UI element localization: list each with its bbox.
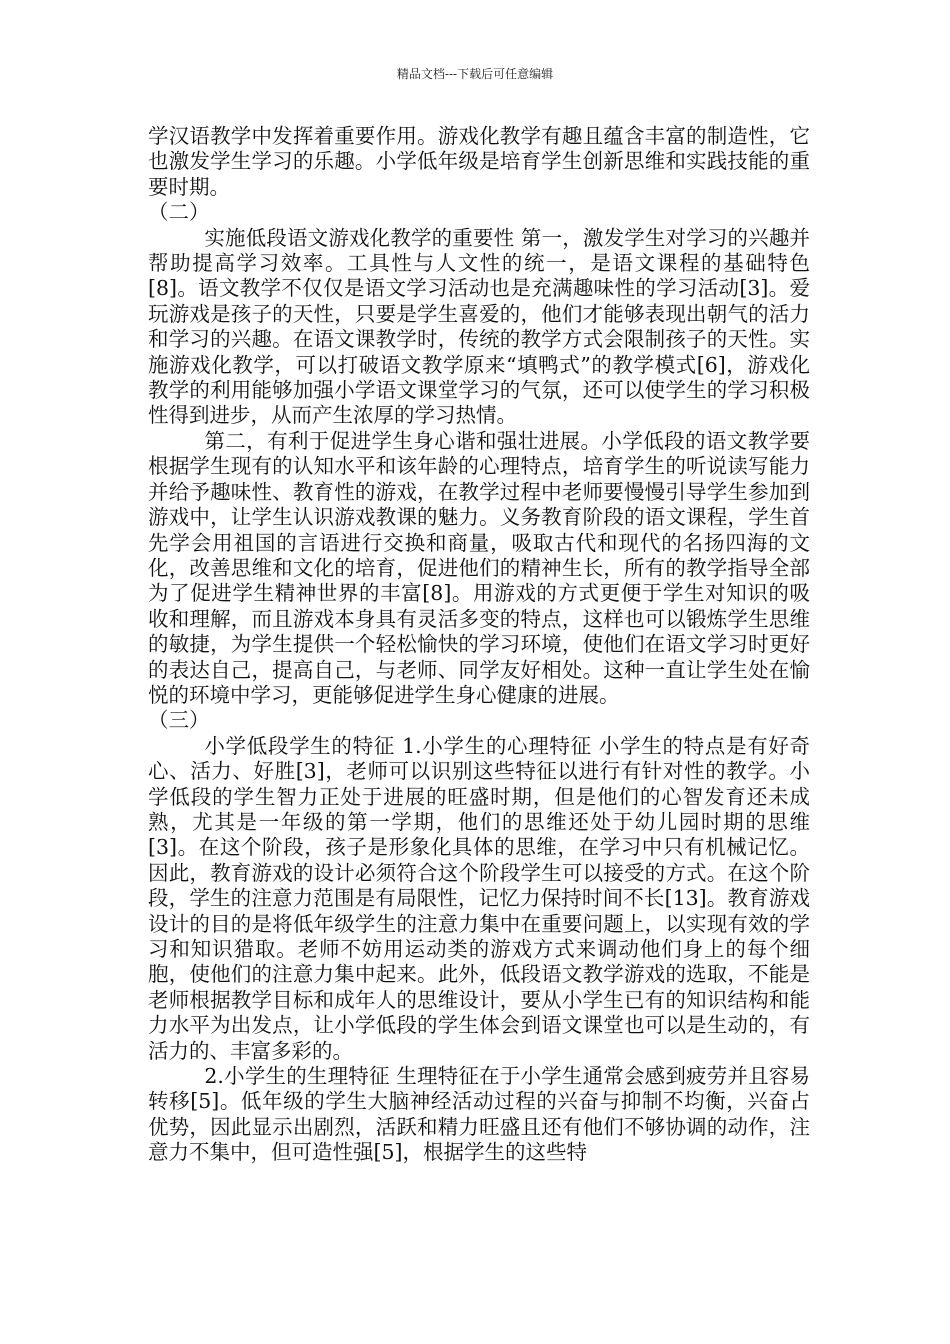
section-heading-2: （二） bbox=[148, 200, 210, 225]
paragraph-psychological-traits: 小学低段学生的特征 1.小学生的心理特征 小学生的特点是有好奇心、活力、好胜[3]，老师可以识别这些特征以进行有针对性的教学。小学低段的学生智力正处于进展的旺盛时期，但是他们的心智发育还未成熟，尤其是一年级的第一学期，他们的思维还处于幼儿园时期的思维[3]。在这个阶段，孩子是形象化具体的思维，在学习中只有机械记忆。因此，教育游戏的设计必须符合这个阶段学生可以接受的方式。在这个阶段，学生的注意力范围是有局限性，记忆力保持时间不长[13]。教育游戏设计的目的是将低年级学生的注意力集中在重要问题上，以实现有效的学习和知识猎取。老师不妨用运动类的游戏方式来调动他们身上的每个细胞，使他们的注意力集中起来。此外，低段语文教学游戏的选取，不能是老师根据教学目标和成年人的思维设计，要从小学生已有的知识结构和能力水平为出发点，让小学低段的学生体会到语文课堂也可以是生动的，有活力的、丰富多彩的。 bbox=[148, 733, 810, 1063]
paragraph-importance-first: 实施低段语文游戏化教学的重要性 第一，激发学生对学习的兴趣并帮助提高学习效率。工具性与人文性的统一，是语文课程的基础特色[8]。语文教学不仅仅是语文学习活动也是充满趣味性的学习活动[3]。爱玩游戏是孩子的天性，只要是学生喜爱的，他们才能够表现出朝气的活力和学习的兴趣。在语文课教学时，传统的教学方式会限制孩子的天性。实施游戏化教学，可以打破语文教学原来“填鸭式”的教学模式[6]，游戏化教学的利用能够加强小学语文课堂学习的气氛，还可以使学生的学习积极性得到进步，从而产生浓厚的学习热情。 bbox=[148, 225, 810, 428]
section-heading-3: （三） bbox=[148, 708, 210, 733]
document-body bbox=[148, 124, 810, 1166]
paragraph-importance-second: 第二，有利于促进学生身心谐和强壮进展。小学低段的语文教学要根据学生现有的认知水平和该年龄的心理特点，培育学生的听说读写能力并给予趣味性、教育性的游戏，在教学过程中老师要慢慢引导学生参加到游戏中，让学生认识游戏教课的魅力。义务教育阶段的语文课程，学生首先学会用祖国的言语进行交换和商量，吸取古代和现代的名扬四海的文化，改善思维和文化的培育，促进他们的精神生长，所有的教学指导全部为了促进学生精神世界的丰富[8]。用游戏的方式更便于学生对知识的吸收和理解，而且游戏本身具有灵活多变的特点，这样也可以锻炼学生思维的敏捷，为学生提供一个轻松愉快的学习环境，使他们在语文学习时更好的表达自己，提高自己，与老师、同学友好相处。这种一直让学生处在愉悦的环境中学习，更能够促进学生身心健康的进展。 bbox=[148, 428, 810, 707]
paragraph-physiological-traits: 2.小学生的生理特征 生理特征在于小学生通常会感到疲劳并且容易转移[5]。低年级的学生大脑神经活动过程的兴奋与抑制不均衡，兴奋占优势，因此显示出剧烈，活跃和精力旺盛且还有他们不够协调的动作，注意力不集中，但可造性强[5]，根据学生的这些特 bbox=[148, 1064, 810, 1165]
page-header: 精品文档---下载后可任意编辑 bbox=[396, 67, 554, 81]
paragraph-continuation: 学汉语教学中发挥着重要作用。游戏化教学有趣且蕴含丰富的制造性，它也激发学生学习的乐趣。小学低年级是培育学生创新思维和实践技能的重要时期。 bbox=[148, 124, 810, 199]
